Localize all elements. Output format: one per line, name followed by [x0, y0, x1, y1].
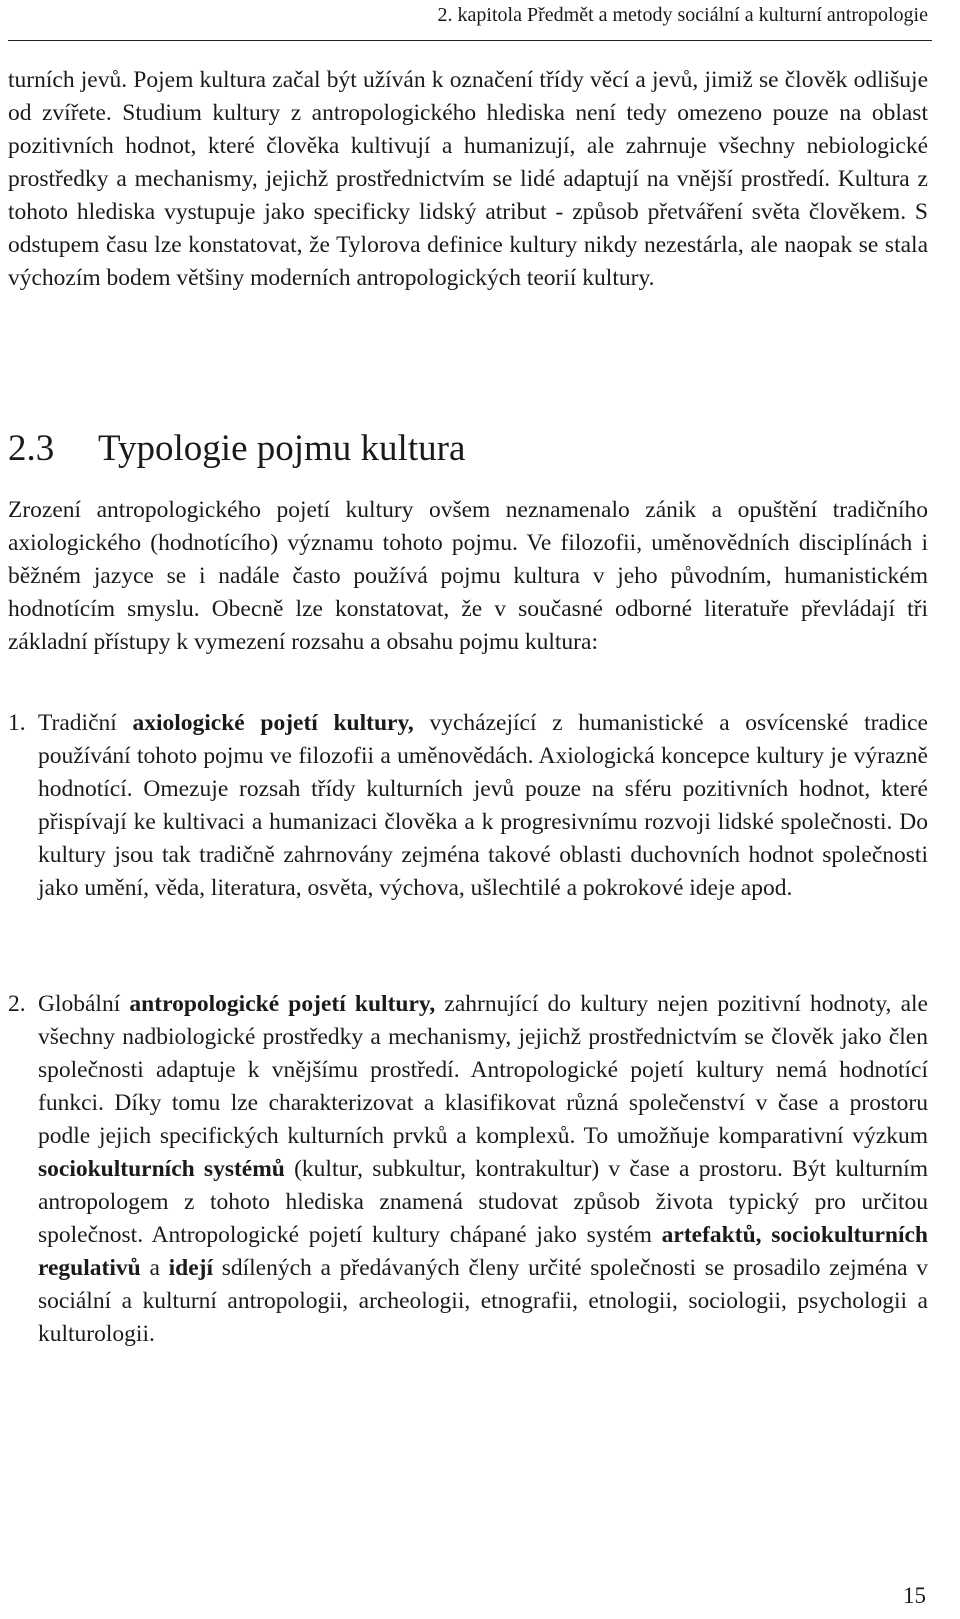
key-term: idejí	[168, 1255, 213, 1281]
key-term: sociokulturních systémů	[38, 1156, 285, 1182]
list-item-text: a	[140, 1255, 169, 1281]
page-number: 15	[903, 1583, 926, 1608]
list-item-text: zahrnující do kultury nejen pozitivní hodnoty, ale všechny nadbiologické prostředky a mechanismy, jejichž prostřednictvím se člověk jako člen společnosti adaptuje k vnějšímu prostředí. Antropologické pojetí kultury nemá hodnotící funkci. Díky tomu lze charakterizovat a klasifikovat různá společenství v čase a prostoru podle jejich specifických kulturních prvků a komplexů. To umožňuje komparativní výzkum	[38, 991, 928, 1149]
list-marker: 2.	[8, 991, 26, 1017]
list-marker: 1.	[8, 710, 26, 736]
list-item-lead: Tradiční	[38, 710, 133, 736]
list-item-text: vycházející z humanistické a osvícenské tradice používání tohoto pojmu ve filozofii a uměnovědách. Axiologická koncepce kultury je výrazně hodnotící. Omezuje rozsah třídy kulturních jevů pouze na sféru pozitivních hodnot, které přispívají ke kultivaci a humanizaci člověka a k progresivnímu rozvoji lidské společnosti. Do kultury jsou tak tradičně zahrnovány zejména takové oblasti duchovních hodnot společnosti jako umění, věda, literatura, osvěta, výchova, ušlechtilé a pokrokové ideje apod.	[38, 710, 928, 901]
list-item-axiological	[8, 707, 928, 905]
key-term: antropologické pojetí kultury,	[129, 991, 436, 1017]
key-term: axiologické pojetí kultury,	[132, 710, 414, 736]
header-rule	[8, 40, 932, 41]
list-item-text: (kultur, subkultur, kontrakultur) v čase a prostoru. Být kulturním antropologem z tohoto hlediska znamená studovat způsob života typický pro určitou společnost. Antropologické pojetí kultury chápané jako systém	[38, 1156, 928, 1248]
list-item-anthropological	[8, 988, 928, 1351]
list-item-body	[38, 707, 928, 905]
section-title: Typologie pojmu kultura	[98, 428, 466, 469]
section-number: 2.3	[8, 428, 55, 469]
section-intro-paragraph: Zrození antropologického pojetí kultury ovšem neznamenalo zánik a opuštění tradičního axiologického (hodnotícího) významu tohoto pojmu. Ve filozofii, uměnovědních disciplínách i běžném jazyce se i nadále často používá pojmu kultura v jeho původním, humanistickém hodnotícím smyslu. Obecně lze konstatovat, že v současné odborné literatuře převládají tři základní přístupy k vymezení rozsahu a obsahu pojmu kultura:	[8, 497, 928, 655]
key-term: artefaktů, sociokulturních regulativů	[38, 1222, 928, 1281]
running-header: 2. kapitola Předmět a metody sociální a kulturní antropologie	[437, 4, 928, 26]
intro-paragraph: turních jevů. Pojem kultura začal být užíván k označení třídy věcí a jevů, jimiž se člověk odlišuje od zvířete. Studium kultury z antropologického hlediska není tedy omezeno pouze na oblast pozitivních hodnot, které člověka kultivují a humanizují, ale zahrnuje všechny nebiologické prostředky a mechanismy, jejichž prostřednictvím se lidé adaptují na vnější prostředí. Kultura z tohoto hlediska vystupuje jako specificky lidský atribut - způsob přetváření světa člověkem. S odstupem času lze konstatovat, že Tylorova definice kultury nikdy nezestárla, ale naopak se stala výchozím bodem většiny moderních antropologických teorií kultury.	[8, 67, 928, 291]
list-item-body	[38, 988, 928, 1351]
list-item-text: sdílených a předávaných členy určité společnosti se prosadilo zejména v sociální a kulturní antropologii, archeologii, etnografii, etnologii, sociologii, psychologii a kulturologii.	[38, 1255, 928, 1347]
section-heading	[8, 426, 465, 472]
list-item-lead: Globální	[38, 991, 130, 1017]
